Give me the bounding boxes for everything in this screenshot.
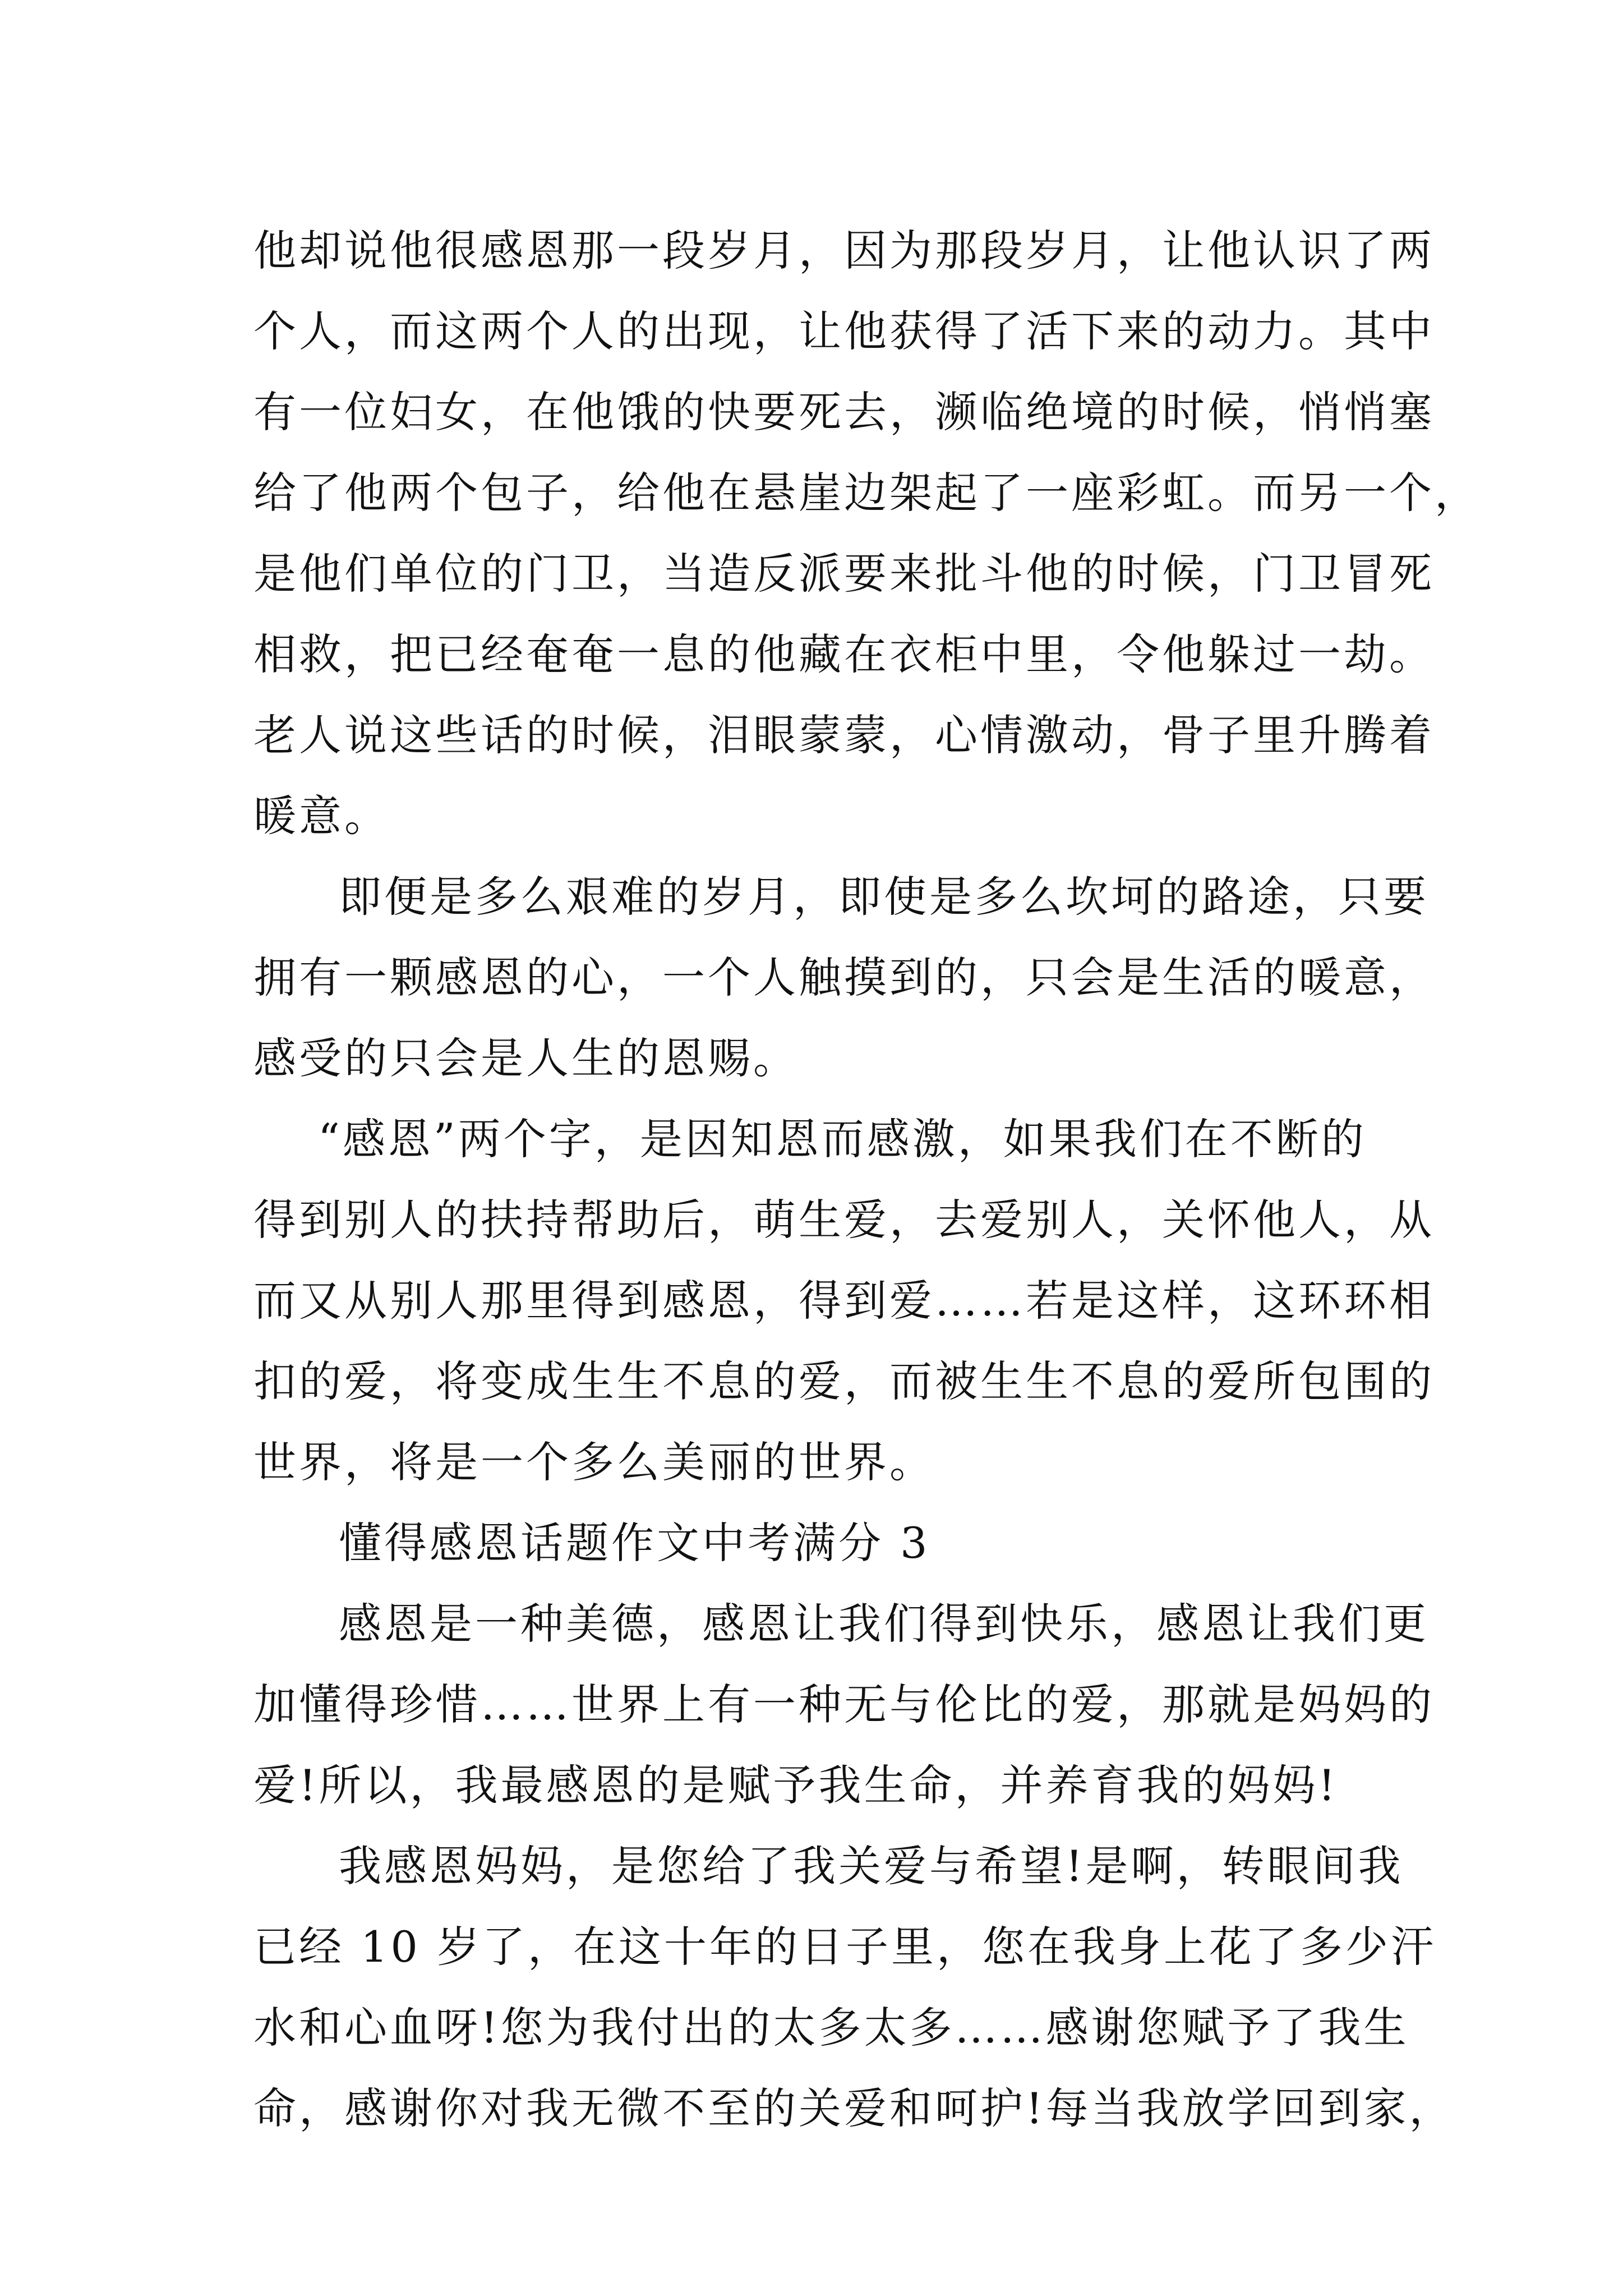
text-line: 已经 10 岁了，在这十年的日子里，您在我身上花了多少汗 [253, 1922, 1437, 1972]
text-line: 他却说他很感恩那一段岁月，因为那段岁月，让他认识了两 [253, 226, 1435, 275]
text-line: 个人，而这两个人的出现，让他获得了活下来的动力。其中 [253, 306, 1435, 356]
text-line: 是他们单位的门卫，当造反派要来批斗他的时候，门卫冒死 [253, 549, 1435, 599]
paragraph-start-line: “感恩”两个字，是因知恩而感激，如果我们在不断的 [318, 1114, 1367, 1164]
text-line: 拥有一颗感恩的心，一个人触摸到的，只会是生活的暖意， [253, 953, 1435, 1002]
text-line: 世界，将是一个多么美丽的世界。 [253, 1437, 935, 1487]
text-line: 得到别人的扶持帮助后，萌生爱，去爱别人，关怀他人，从 [253, 1195, 1435, 1245]
paragraph-start-line: 我感恩妈妈，是您给了我关爱与希望!是啊，转眼间我 [339, 1841, 1404, 1891]
text-line: 给了他两个包子，给他在悬崖边架起了一座彩虹。而另一个， [253, 468, 1480, 518]
section-heading: 懂得感恩话题作文中考满分 3 [339, 1518, 930, 1568]
paragraph-start-line: 即便是多么艰难的岁月，即使是多么坎坷的路途，只要 [339, 872, 1429, 922]
document-body [253, 210, 1480, 2149]
text-line: 相救，把已经奄奄一息的他藏在衣柜中里，令他躲过一劫。 [253, 629, 1435, 679]
text-line: 命，感谢你对我无微不至的关爱和呵护!每当我放学回到家， [253, 2083, 1455, 2133]
text-line: 扣的爱，将变成生生不息的爱，而被生生不息的爱所包围的 [253, 1356, 1435, 1406]
text-line: 而又从别人那里得到感恩，得到爱……若是这样，这环环相 [253, 1276, 1435, 1326]
text-line: 水和心血呀!您为我付出的太多太多……感谢您赋予了我生 [253, 2003, 1409, 2053]
text-line: 有一位妇女，在他饿的快要死去，濒临绝境的时候，悄悄塞 [253, 387, 1435, 437]
text-line: 爱!所以，我最感恩的是赋予我生命，并养育我的妈妈! [253, 1760, 1339, 1810]
text-line: 老人说这些话的时候，泪眼蒙蒙，心情激动，骨子里升腾着 [253, 710, 1435, 760]
text-line: 暖意。 [253, 791, 390, 841]
text-line: 加懂得珍惜……世界上有一种无与伦比的爱，那就是妈妈的 [253, 1680, 1435, 1729]
text-line: 感受的只会是人生的恩赐。 [253, 1033, 799, 1083]
paragraph-start-line: 感恩是一种美德，感恩让我们得到快乐，感恩让我们更 [339, 1599, 1429, 1649]
